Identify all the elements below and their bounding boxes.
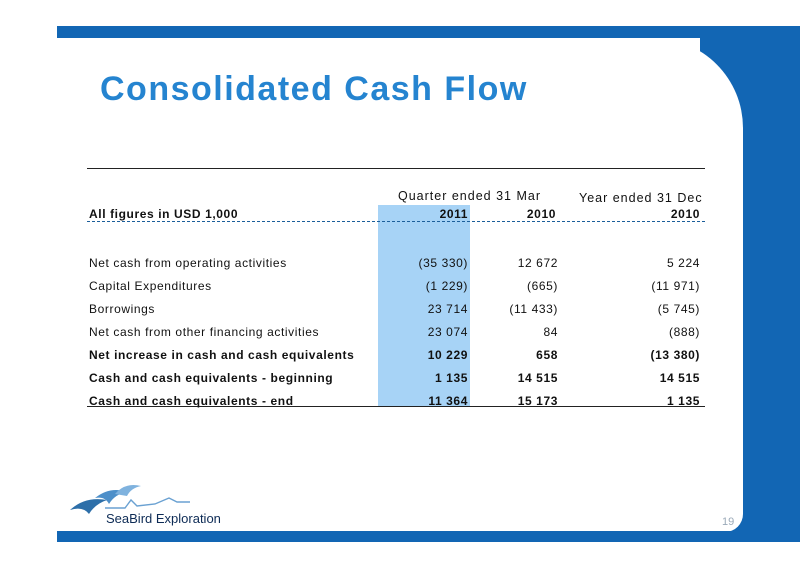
- column-header-2010-quarter: 2010: [526, 207, 556, 221]
- group-header-year: Year ended 31 Dec: [579, 191, 703, 205]
- row-label: Net increase in cash and cash equivalents: [89, 348, 355, 362]
- cell-quarter-2010: (665): [526, 279, 558, 293]
- cell-year-2010: (888): [668, 325, 700, 339]
- cell-quarter-2011: 10 229: [427, 348, 468, 362]
- group-header-quarter: Quarter ended 31 Mar: [398, 189, 541, 203]
- cell-quarter-2011: 11 364: [428, 394, 468, 408]
- cell-quarter-2010: 12 672: [517, 256, 558, 270]
- cell-year-2010: 5 224: [666, 256, 700, 270]
- cell-year-2010: (5 745): [657, 302, 700, 316]
- cell-quarter-2011: 1 135: [434, 371, 468, 385]
- slide-title: Consolidated Cash Flow: [100, 70, 528, 108]
- cell-quarter-2011: (1 229): [425, 279, 468, 293]
- units-label: All figures in USD 1,000: [89, 207, 239, 221]
- column-header-2011: 2011: [439, 207, 468, 221]
- page-number: 19: [722, 516, 735, 528]
- cell-year-2010: (13 380): [650, 348, 700, 362]
- cell-quarter-2011: (35 330): [418, 256, 468, 270]
- cell-quarter-2010: 15 173: [517, 394, 558, 408]
- logo-text: SeaBird Exploration: [106, 511, 221, 526]
- row-label: Borrowings: [89, 302, 156, 316]
- row-label: Cash and cash equivalents - end: [89, 394, 294, 408]
- table-top-rule: [87, 168, 705, 169]
- cell-quarter-2010: 658: [536, 348, 558, 362]
- header-dashed-rule: [87, 221, 705, 222]
- cell-year-2010: (11 971): [651, 279, 700, 293]
- cell-quarter-2011: 23 074: [427, 325, 468, 339]
- footer-band: [57, 531, 800, 542]
- row-label: Capital Expenditures: [89, 279, 212, 293]
- row-label: Cash and cash equivalents - beginning: [89, 371, 334, 385]
- cell-quarter-2010: (11 433): [509, 302, 558, 316]
- row-label: Net cash from operating activities: [89, 256, 287, 270]
- cell-year-2010: 14 515: [659, 371, 700, 385]
- row-label: Net cash from other financing activities: [89, 325, 320, 339]
- cell-year-2010: 1 135: [666, 394, 700, 408]
- cell-quarter-2011: 23 714: [427, 302, 468, 316]
- cell-quarter-2010: 14 515: [517, 371, 558, 385]
- column-header-2010-year: 2010: [670, 207, 700, 221]
- header-band: [57, 26, 800, 38]
- cell-quarter-2010: 84: [543, 325, 558, 339]
